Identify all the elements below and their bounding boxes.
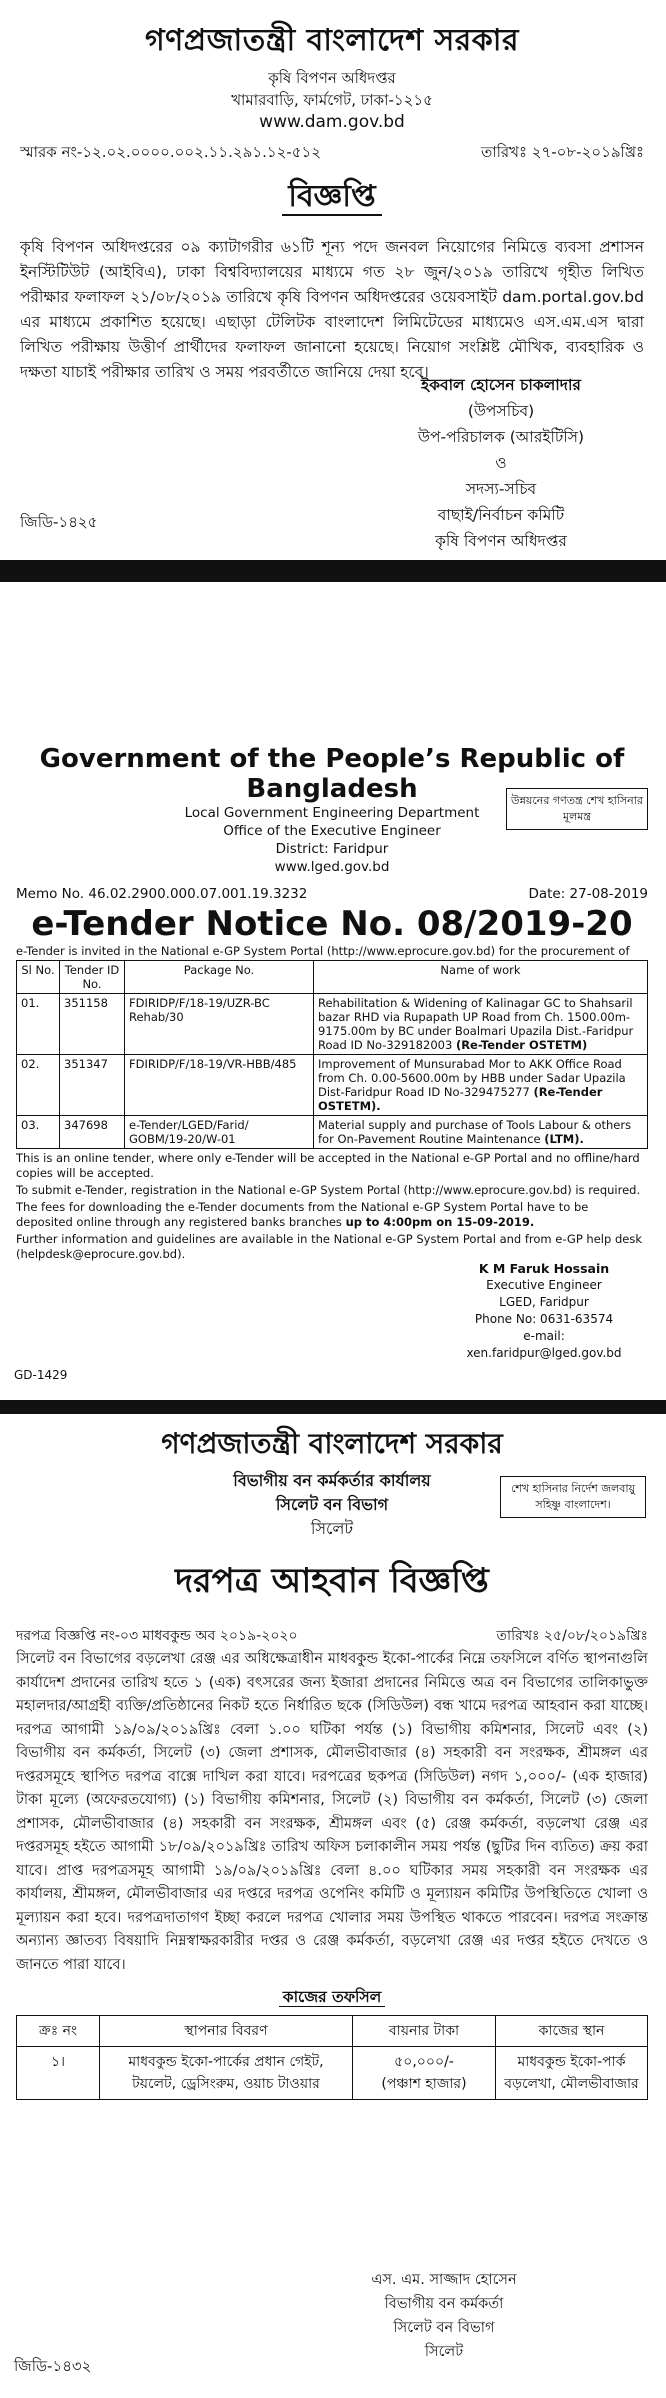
instruction-fees: The fees for downloading the e-Tender documents from the National e-GP System Portal have to be deposited online through any registered banks branches up to 4:00pm on 15-09-2019. bbox=[16, 1200, 589, 1229]
memo-date: তারিখঃ ২৫/০৮/২০১৯খ্রিঃ bbox=[496, 1628, 648, 1644]
signature-block bbox=[314, 2268, 574, 2364]
amount-cell: ৫০,০০০/- (পঞ্চাশ হাজার) bbox=[353, 2047, 496, 2100]
signatory-designation: Executive Engineer bbox=[486, 1278, 602, 1292]
sl-cell: 01. bbox=[17, 994, 60, 1055]
district-name: District: Faridpur bbox=[275, 841, 389, 857]
table-header-cell: Package No. bbox=[125, 961, 314, 994]
signatory-name: K M Faruk Hossain bbox=[478, 1261, 610, 1276]
signatory-phone: Phone No: 0631-63574 bbox=[474, 1312, 614, 1326]
table-header-cell: বায়নার টাকা bbox=[353, 2016, 496, 2047]
notice-lged-etender bbox=[10, 740, 654, 1390]
tender-id-cell: 351347 bbox=[60, 1055, 125, 1116]
signatory-name: এস. এম. সাজ্জাদ হোসেন bbox=[371, 2272, 517, 2288]
work-schedule-table bbox=[16, 2015, 648, 2100]
memo-number: দরপত্র বিজ্ঞপ্তি নং-০৩ মাধবকুন্ড অব ২০১৯-২০২০ bbox=[16, 1628, 298, 1644]
table-header-cell: Sl No. bbox=[17, 961, 60, 994]
office-name: বিভাগীয় বন কর্মকর্তার কার্যালয় bbox=[233, 1471, 431, 1490]
work-cell: Improvement of Munsurabad Mor to AKK Office Road from Ch. 0.00-5600.00m by HBB under Sadar Upazila Dist-Faridpur Road ID No-329475277 (Re-Tender OSTETM). bbox=[314, 1055, 648, 1116]
tender-id-cell: 351158 bbox=[60, 994, 125, 1055]
signatory-email[interactable]: e-mail: xen.faridpur@lged.gov.bd bbox=[466, 1329, 622, 1360]
work-cell: Material supply and purchase of Tools Labour & others for On-Pavement Routine Maintenance (LTM). bbox=[314, 1116, 648, 1149]
instruction-registration: To submit e-Tender, registration in the National e-GP System Portal (http://www.eprocure.gov.bd) is required. bbox=[16, 1183, 641, 1197]
gd-number: জিডি-১৪২৫ bbox=[20, 513, 98, 531]
memo-date: Date: 27-08-2019 bbox=[528, 886, 648, 902]
package-cell: FDIRIDP/F/18-19/UZR-BC Rehab/30 bbox=[125, 994, 314, 1055]
notice-intro: e-Tender is invited in the National e-GP System Portal (http://www.eprocure.gov.bd) for the procurement of bbox=[16, 944, 630, 958]
office-name: Office of the Executive Engineer bbox=[223, 823, 441, 839]
table-row bbox=[17, 1055, 648, 1116]
table-header-cell: স্থাপনার বিবরণ bbox=[100, 2016, 353, 2047]
tender-id-cell: 347698 bbox=[60, 1116, 125, 1149]
memo-number: স্মারক নং-১২.০২.০০০০.০০২.১১.২৯১.১২-৫১২ bbox=[20, 143, 321, 161]
table-header-cell: ক্রঃ নং bbox=[17, 2016, 100, 2047]
table-row bbox=[17, 2047, 648, 2100]
table-header-cell: Name of work bbox=[314, 961, 648, 994]
signatory-rank: (উপসচিব) bbox=[467, 402, 535, 420]
dept-name: Local Government Engineering Department bbox=[184, 805, 480, 821]
table-header-row bbox=[17, 961, 648, 994]
slogan-box: উন্নয়নের গণতন্ত্র শেখ হাসিনার মূলমন্ত্র bbox=[506, 788, 648, 830]
signatory-designation: বিভাগীয় বন কর্মকর্তা bbox=[384, 2296, 504, 2312]
table-header-row bbox=[17, 2016, 648, 2047]
memo-row bbox=[16, 1624, 648, 1648]
gd-number: GD-1429 bbox=[14, 1368, 68, 1382]
work-schedule-heading: কাজের তফসিল bbox=[16, 1985, 648, 2011]
signatory-division: সিলেট বন বিভাগ bbox=[393, 2320, 495, 2336]
website-link[interactable]: www.dam.gov.bd bbox=[259, 112, 405, 132]
notice-dam-result bbox=[10, 14, 654, 550]
signatory-designation: উপ-পরিচালক (আরইটিসি) bbox=[417, 428, 585, 446]
org-address: খামারবাড়ি, ফার্মগেট, ঢাকা-১২১৫ bbox=[231, 91, 433, 109]
sl-cell: 03. bbox=[17, 1116, 60, 1149]
slogan-box: শেখ হাসিনার নির্দেশ জলবায়ু সহিষ্ণু বাংলাদেশ। bbox=[500, 1476, 646, 1518]
table-row bbox=[17, 1116, 648, 1149]
notice-body: কৃষি বিপণন অধিদপ্তরের ০৯ ক্যাটাগরীর ৬১টি শূন্য পদে জনবল নিয়োগের নিমিত্তে ব্যবসা প্রশাসন ইনস্টিটিউট (আইবিএ), ঢাকা বিশ্ববিদ্যালয়ের মাধ্যমে গত ২৮ জুন/২০১৯ তারিখে গৃহীত লিখিত পরীক্ষার ফলাফল ২১/০৮/২০১৯ তারিখে কৃষি বিপণন অধিদপ্তরের ওয়েবসাইট dam.portal.gov.bd এর মাধ্যমে প্রকাশিত হয়েছে। এছাড়া টেলিটক বাংলাদেশ লিমিটেডের মাধ্যমেও এস.এম.এস দ্বারা লিখিত পরীক্ষায় উত্তীর্ণ প্রার্থীদের ফলাফল জানানো হয়েছে। নিয়োগ সংশ্লিষ্ট মৌখিক, ব্যবহারিক ও দক্ষতা যাচাই পরীক্ষার তারিখ ও সময় পরবর্তীতে জানিয়ে দেয়া হবে। bbox=[20, 238, 644, 381]
table-row bbox=[17, 994, 648, 1055]
signature-block bbox=[376, 372, 626, 554]
signatory-and: ও bbox=[495, 454, 507, 472]
notice-title: দরপত্র আহবান বিজ্ঞপ্তি bbox=[175, 1561, 489, 1601]
place-cell: মাধবকুন্ড ইকো-পার্ক বড়লেখা, মৌলভীবাজার bbox=[496, 2047, 648, 2100]
sl-cell: ১। bbox=[17, 2047, 100, 2100]
memo-date: তারিখঃ ২৭-০৮-২০১৯খ্রিঃ bbox=[481, 143, 644, 161]
org-name: কৃষি বিপণন অধিদপ্তর bbox=[268, 69, 396, 87]
signatory-member: সদস্য-সচিব bbox=[465, 480, 537, 498]
signatory-committee: বাছাই/নির্বাচন কমিটি bbox=[437, 506, 565, 524]
description-cell: মাধবকুন্ড ইকো-পার্কের প্রধান গেইট, টয়লেট, ড্রেসিংরুম, ওয়াচ টাওয়ার bbox=[100, 2047, 353, 2100]
tender-table bbox=[16, 960, 648, 1149]
signatory-office: কৃষি বিপণন অধিদপ্তর bbox=[435, 532, 567, 550]
instruction-info: Further information and guidelines are available in the National e-GP System Portal and from e-GP help desk (helpdesk@eprocure.gov.bd). bbox=[16, 1232, 642, 1261]
separator-bar bbox=[0, 560, 666, 582]
sl-cell: 02. bbox=[17, 1055, 60, 1116]
memo-row bbox=[16, 886, 648, 902]
package-cell: FDIRIDP/F/18-19/VR-HBB/485 bbox=[125, 1055, 314, 1116]
work-cell: Rehabilitation & Widening of Kalinagar GC to Shahsaril bazar RHD via Rupapath UP Road from Ch. 1500.00m-9175.00m by BC under Boalmari Upazila Dist.-Faridpur Road ID No-329182003 (Re-Tender OSTETM) bbox=[314, 994, 648, 1055]
notice-heading: গণপ্রজাতন্ত্রী বাংলাদেশ সরকার bbox=[145, 23, 519, 58]
memo-row bbox=[20, 141, 644, 166]
city-name: সিলেট bbox=[310, 1519, 354, 1538]
table-header-cell: কাজের স্থান bbox=[496, 2016, 648, 2047]
signatory-city: সিলেট bbox=[424, 2344, 464, 2360]
signature-block bbox=[444, 1260, 644, 1362]
division-name: সিলেট বন বিভাগ bbox=[275, 1495, 389, 1514]
notice-forest-tender bbox=[10, 1420, 654, 2386]
signatory-name: ইকবাল হোসেন চাকলাদার bbox=[421, 376, 581, 394]
notice-heading: গণপ্রজাতন্ত্রী বাংলাদেশ সরকার bbox=[161, 1427, 503, 1460]
notice-body: সিলেট বন বিভাগের বড়লেখা রেঞ্জ এর অধিক্ষেত্রাধীন মাধবকুন্ড ইকো-পার্কের নিম্নে তফসিলে বর্ণিত স্থাপনাগুলি কার্যাদেশ প্রদানের তারিখ হতে ১ (এক) বৎসরের জন্য ইজারা প্রদানের নিমিত্তে অত্র বন বিভাগের তালিকাভুক্ত মহালদার/আগ্রহী ব্যক্তি/প্রতিষ্ঠানের নিকট হতে নির্ধারিত ছকে (সিডিউল) বন্ধ খামে দরপত্র আহবান করা যাচ্ছে। দরপত্র আগামী ১৯/০৯/২০১৯খ্রিঃ বেলা ১.০০ ঘটিকা পর্যন্ত (১) বিভাগীয় কমিশনার, সিলেট এবং (২) বিভাগীয় বন কর্মকর্তা, সিলেট (৩) জেলা প্রশাসক, মৌলভীবাজার (৪) সহকারী বন সংরক্ষক, শ্রীমঙ্গল এর দপ্তরসমূহে স্থাপিত দরপত্র বাক্সে দাখিল করা যাবে। দরপত্রের ছকপত্র (সিডিউল) নগদ ১,০০০/- (এক হাজার) টাকা মূল্যে (অফেরতযোগ্য) (১) বিভাগীয় কমিশনার, সিলেট (২) বিভাগীয় বন কর্মকর্তা, সিলেট (৩) জেলা প্রশাসক, মৌলভীবাজার (৪) সহকারী বন সংরক্ষক, শ্রীমঙ্গল এবং (৫) রেঞ্জ কর্মকর্তা, বড়লেখা রেঞ্জ এর দপ্তরসমূহ হইতে আগামী ১৮/০৯/২০১৯খ্রিঃ তারিখ অফিস চলাকালীন সময় পর্যন্ত (ছুটির দিন ব্যতিত) ক্রয় করা যাবে। প্রাপ্ত দরপত্রসমূহ আগামী ১৯/০৯/২০১৯খ্রিঃ বেলা ৪.০০ ঘটিকার সময় সহকারী বন সংরক্ষক এর কার্যালয়, শ্রীমঙ্গল, মৌলভীবাজার এর দপ্তরে দরপত্র ওপেনিং কমিটি ও মূল্যায়ন কমিটির উপস্থিতিতে খোলা ও মূল্যায়ন করা হবে। দরপত্রদাতাগণ ইচ্ছা করলে দরপত্র খোলার সময় উপস্থিত থাকতে পারবেন। দরপত্র সংক্রান্ত অন্যান্য জ্ঞাতব্য বিষয়াদি নিম্নস্বাক্ষরকারীর দপ্তর ও রেঞ্জ কর্মকর্তা, বড়লেখা রেঞ্জ এর দপ্তর হইতে দেখতে ও জানতে পারা যাবে। bbox=[16, 1651, 648, 1973]
notice-heading: Government of the People’s Republic of Bangladesh bbox=[39, 744, 625, 804]
separator-bar bbox=[0, 1400, 666, 1414]
memo-number: Memo No. 46.02.2900.000.07.001.19.3232 bbox=[16, 886, 308, 902]
package-cell: e-Tender/LGED/Farid/ GOBM/19-20/W-01 bbox=[125, 1116, 314, 1149]
table-header-cell: Tender ID No. bbox=[60, 961, 125, 994]
instruction-online: This is an online tender, where only e-Tender will be accepted in the National e-GP Portal and no offline/hard copies will be accepted. bbox=[16, 1151, 640, 1180]
notice-title: বিজ্ঞপ্তি bbox=[20, 172, 644, 223]
gd-number: জিডি-১৪৩২ bbox=[14, 2357, 92, 2375]
website-link[interactable]: www.lged.gov.bd bbox=[274, 859, 390, 875]
notice-title: e-Tender Notice No. 08/2019-20 bbox=[31, 904, 633, 944]
signatory-office: LGED, Faridpur bbox=[499, 1295, 589, 1309]
